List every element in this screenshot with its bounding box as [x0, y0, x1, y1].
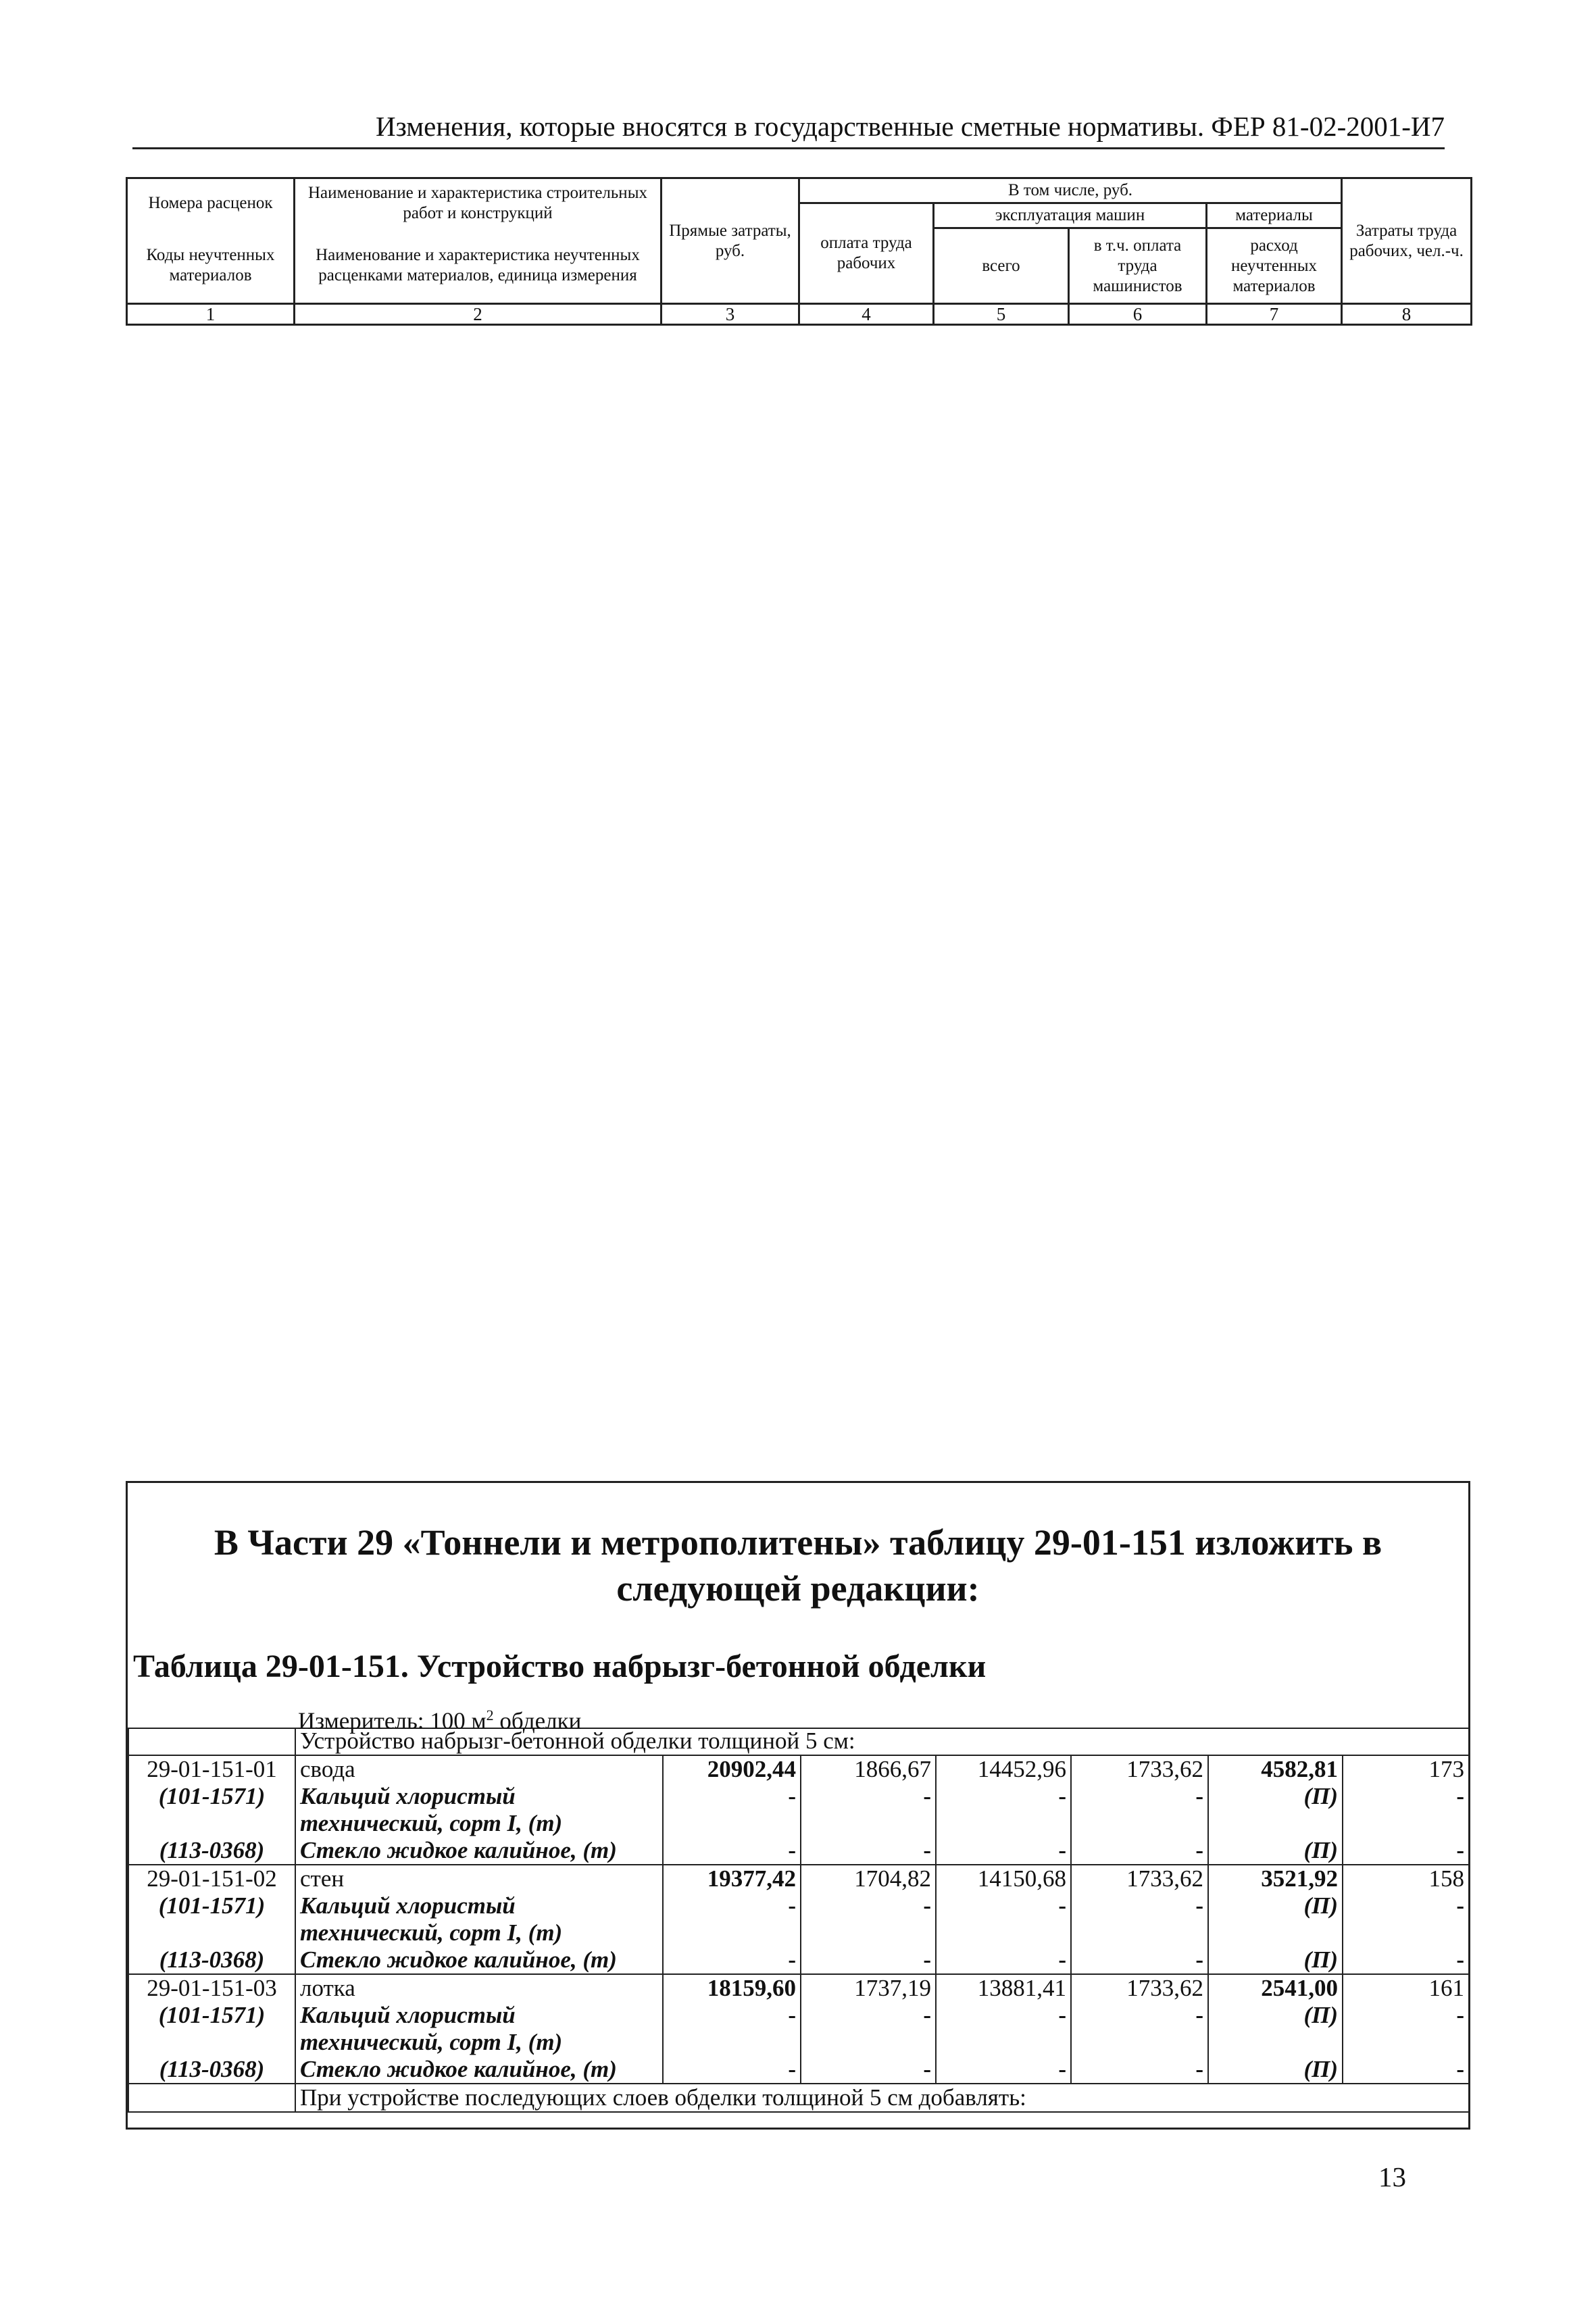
work-name: лотка: [295, 1974, 663, 2002]
material-value: -: [936, 1783, 1071, 1810]
table-title: Таблица 29-01-151. Устройство набрызг-бетонной обделки: [133, 1649, 987, 1684]
material-value: -: [936, 1946, 1071, 1974]
material-name: Кальций хлористый: [295, 2002, 663, 2029]
work-name: стен: [295, 1865, 663, 1892]
section-spacer: [128, 1728, 295, 1755]
materials-cost: 3521,92: [1208, 1865, 1343, 1892]
material-hours: -: [1343, 1892, 1469, 1919]
material-value: -: [936, 1837, 1071, 1865]
material-row: [128, 1946, 1469, 1974]
material-code-empty: [128, 1810, 295, 1837]
labor-hours: 161: [1343, 1974, 1469, 2002]
material-name: Кальций хлористый: [295, 1892, 663, 1919]
rate-code: 29-01-151-02: [128, 1865, 295, 1892]
header-including-group: В том числе, руб.: [799, 178, 1342, 203]
page-number: 13: [1378, 2161, 1406, 2192]
machines-total: 13881,41: [936, 1974, 1071, 2002]
operator-pay: 1733,62: [1071, 1865, 1208, 1892]
material-code: (113-0368): [128, 1946, 295, 1974]
header-direct-costs: Прямые затраты, руб.: [662, 178, 799, 304]
column-number: 5: [934, 304, 1069, 325]
material-code-empty: [128, 2029, 295, 2056]
material-row: [128, 2056, 1469, 2084]
work-name: свода: [295, 1755, 663, 1783]
empty-cell: [663, 1810, 801, 1837]
column-header-table: [126, 177, 1472, 326]
header-operator-pay: в т.ч. оплата труда машинистов: [1069, 228, 1207, 304]
material-value: -: [801, 1783, 936, 1810]
material-code: (113-0368): [128, 1837, 295, 1865]
material-value: -: [663, 1837, 801, 1865]
material-value: -: [801, 2056, 936, 2084]
material-row: [128, 1837, 1469, 1865]
material-value: -: [663, 1783, 801, 1810]
material-value: -: [801, 1892, 936, 1919]
meter-prefix: Измеритель: 100 м: [298, 1707, 487, 1734]
direct-costs: 18159,60: [663, 1974, 801, 2002]
material-flag: (П): [1208, 1837, 1343, 1865]
empty-cell: [1343, 1919, 1469, 1946]
footer-spacer: [128, 2084, 295, 2112]
header-work-name: Наименование и характеристика строительных работ и конструкций: [295, 178, 662, 228]
column-number: 3: [662, 304, 799, 325]
empty-cell: [936, 1919, 1071, 1946]
worker-pay: 1704,82: [801, 1865, 936, 1892]
material-hours: -: [1343, 2056, 1469, 2084]
empty-cell: [1071, 1810, 1208, 1837]
amendment-block: [126, 1481, 1470, 2130]
empty-cell: [801, 2029, 936, 2056]
material-value: -: [663, 2056, 801, 2084]
running-header: Изменения, которые вносятся в государственные сметные нормативы. ФЕР 81-02-2001-И7: [132, 108, 1445, 149]
material-row: [128, 1892, 1469, 1919]
column-number: 7: [1207, 304, 1342, 325]
material-row: [128, 1783, 1469, 1810]
materials-cost: 4582,81: [1208, 1755, 1343, 1783]
material-name: Стекло жидкое калийное, (т): [295, 2056, 663, 2084]
material-value: -: [936, 1892, 1071, 1919]
table-row: [128, 1974, 1469, 2002]
direct-costs: 19377,42: [663, 1865, 801, 1892]
header-machine-operation: эксплуатация машин: [934, 203, 1207, 228]
amendment-title: В Части 29 «Тоннели и метрополитены» таблицу 29-01-151 изложить в следующей редакции:: [214, 1522, 1382, 1609]
material-code: (101-1571): [128, 1892, 295, 1919]
material-value: -: [1071, 1783, 1208, 1810]
material-flag: (П): [1208, 1892, 1343, 1919]
material-name-continued: технический, сорт I, (т): [295, 1810, 663, 1837]
material-value: -: [936, 2002, 1071, 2029]
material-hours: -: [1343, 1783, 1469, 1810]
table-row: [128, 1865, 1469, 1892]
column-number: 4: [799, 304, 934, 325]
header-material-codes: Коды неучтенных материалов: [127, 228, 295, 304]
material-row-continued: [128, 2029, 1469, 2056]
material-hours: -: [1343, 2002, 1469, 2029]
header-material-consumption: расход неучтенных материалов: [1207, 228, 1342, 304]
table-row: [128, 1755, 1469, 1783]
material-value: -: [663, 1892, 801, 1919]
labor-hours: 173: [1343, 1755, 1469, 1783]
empty-cell: [1208, 1810, 1343, 1837]
empty-cell: [1208, 2029, 1343, 2056]
empty-cell: [1208, 1919, 1343, 1946]
material-name: Стекло жидкое калийное, (т): [295, 1837, 663, 1865]
rates-table: [128, 1728, 1470, 2113]
material-code: (101-1571): [128, 1783, 295, 1810]
rates-table-body: [128, 1728, 1469, 2084]
machines-total: 14150,68: [936, 1865, 1071, 1892]
material-value: -: [936, 2056, 1071, 2084]
column-number: 2: [295, 304, 662, 325]
materials-cost: 2541,00: [1208, 1974, 1343, 2002]
empty-cell: [801, 1919, 936, 1946]
direct-costs: 20902,44: [663, 1755, 801, 1783]
empty-cell: [1071, 1919, 1208, 1946]
material-value: -: [801, 2002, 936, 2029]
header-worker-pay: оплата труда рабочих: [799, 203, 934, 304]
empty-cell: [1071, 2029, 1208, 2056]
material-value: -: [1071, 1837, 1208, 1865]
material-row-continued: [128, 1810, 1469, 1837]
column-number: 6: [1069, 304, 1207, 325]
material-code: (101-1571): [128, 2002, 295, 2029]
material-hours: -: [1343, 1946, 1469, 1974]
material-value: -: [1071, 2002, 1208, 2029]
header-labor-hours: Затраты труда рабочих, чел.-ч.: [1342, 178, 1472, 304]
empty-cell: [663, 2029, 801, 2056]
material-flag: (П): [1208, 1946, 1343, 1974]
material-name: Кальций хлористый: [295, 1783, 663, 1810]
operator-pay: 1733,62: [1071, 1755, 1208, 1783]
empty-cell: [1343, 2029, 1469, 2056]
material-value: -: [801, 1946, 936, 1974]
column-number: 1: [127, 304, 295, 325]
material-row-continued: [128, 1919, 1469, 1946]
rate-code: 29-01-151-01: [128, 1755, 295, 1783]
machines-total: 14452,96: [936, 1755, 1071, 1783]
material-hours: -: [1343, 1837, 1469, 1865]
empty-cell: [936, 1810, 1071, 1837]
material-name: Стекло жидкое калийное, (т): [295, 1946, 663, 1974]
material-name-continued: технический, сорт I, (т): [295, 1919, 663, 1946]
material-name-continued: технический, сорт I, (т): [295, 2029, 663, 2056]
material-flag: (П): [1208, 2002, 1343, 2029]
material-flag: (П): [1208, 2056, 1343, 2084]
empty-cell: [801, 1810, 936, 1837]
rate-code: 29-01-151-03: [128, 1974, 295, 2002]
footer-heading: При устройстве последующих слоев обделки толщиной 5 см добавлять:: [295, 2084, 1469, 2112]
material-value: -: [1071, 1892, 1208, 1919]
material-value: -: [663, 1946, 801, 1974]
material-flag: (П): [1208, 1783, 1343, 1810]
material-value: -: [663, 2002, 801, 2029]
material-value: -: [1071, 2056, 1208, 2084]
material-code: (113-0368): [128, 2056, 295, 2084]
header-materials: материалы: [1207, 203, 1342, 228]
meter-superscript: 2: [486, 1707, 494, 1724]
section-heading: Устройство набрызг-бетонной обделки толщиной 5 см:: [295, 1728, 1469, 1755]
material-value: -: [1071, 1946, 1208, 1974]
operator-pay: 1733,62: [1071, 1974, 1208, 2002]
worker-pay: 1737,19: [801, 1974, 936, 2002]
header-material-names: Наименование и характеристика неучтенных расценками материалов, единица измерения: [295, 228, 662, 304]
measurement-unit: [128, 1703, 1468, 1734]
meter-suffix: обделки: [493, 1707, 582, 1734]
column-number: 8: [1342, 304, 1472, 325]
header-rate-numbers: Номера расценок: [127, 178, 295, 228]
material-value: -: [801, 1837, 936, 1865]
empty-cell: [1343, 1810, 1469, 1837]
material-code-empty: [128, 1919, 295, 1946]
worker-pay: 1866,67: [801, 1755, 936, 1783]
empty-cell: [936, 2029, 1071, 2056]
header-machines-total: всего: [934, 228, 1069, 304]
material-row: [128, 2002, 1469, 2029]
labor-hours: 158: [1343, 1865, 1469, 1892]
empty-cell: [663, 1919, 801, 1946]
